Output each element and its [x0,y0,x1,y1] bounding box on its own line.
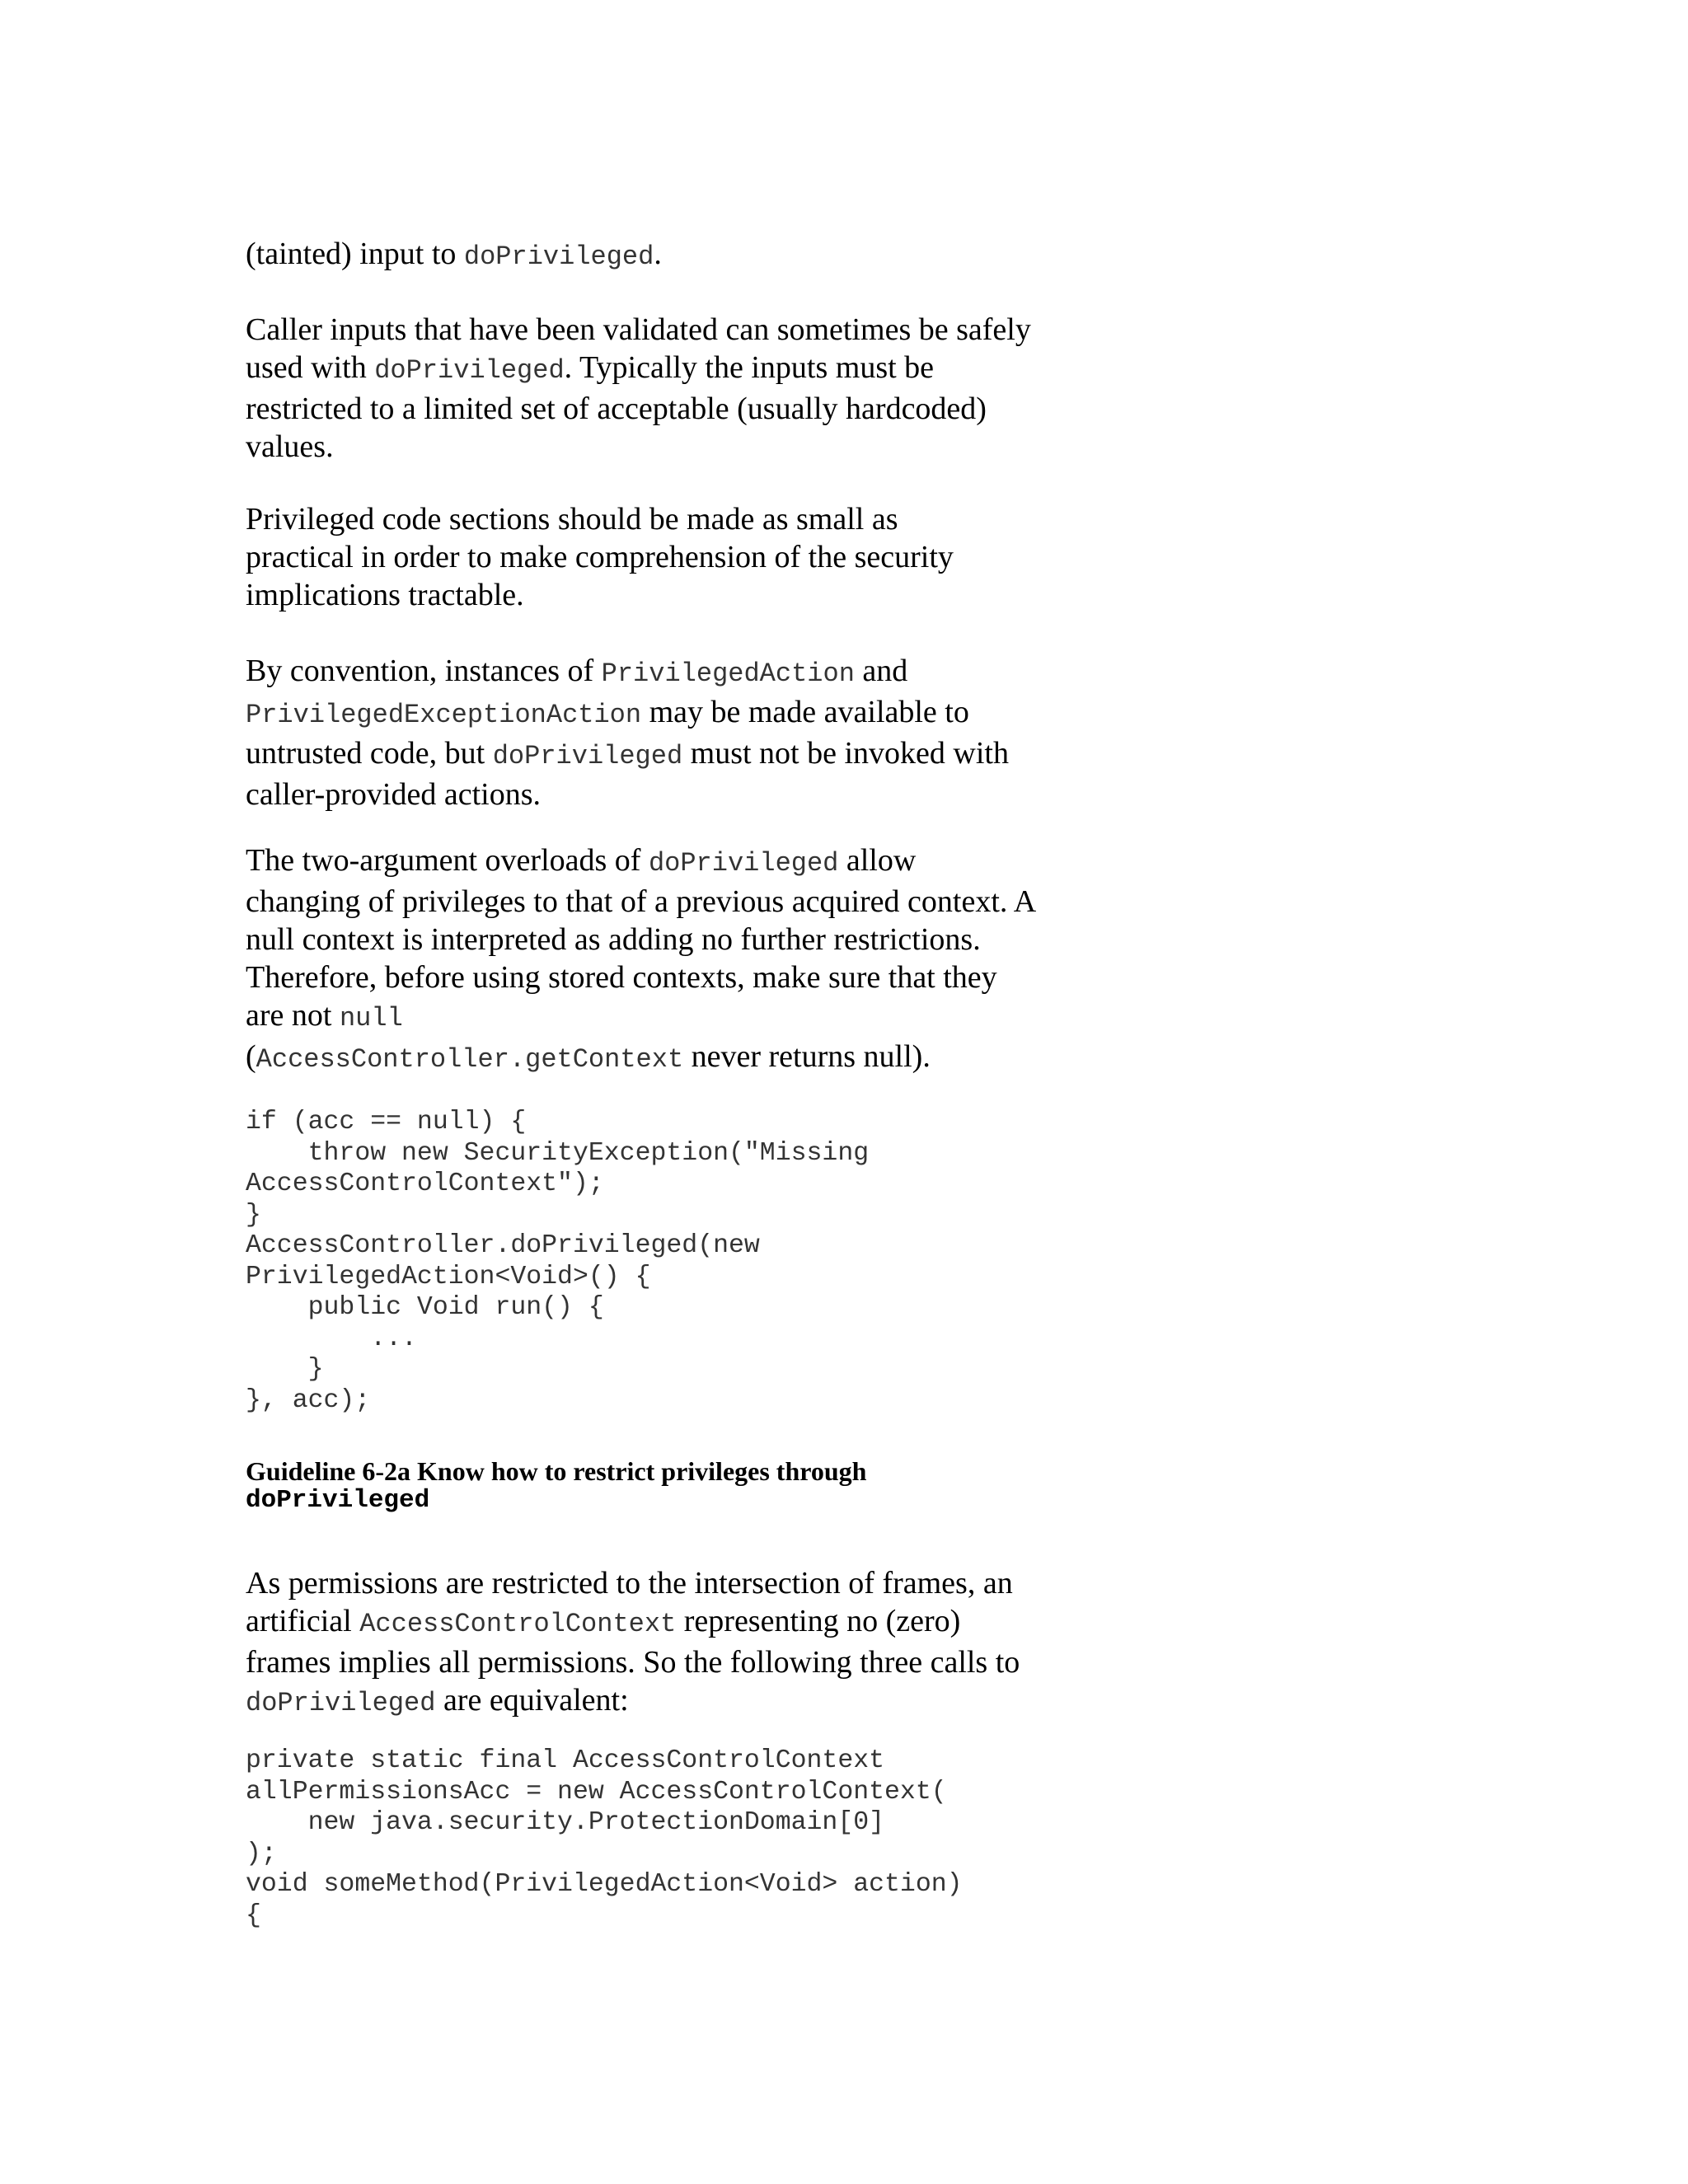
inline-code: PrivilegedExceptionAction [246,700,642,730]
text-segment: ( [246,1039,256,1074]
inline-code: doPrivileged [374,355,565,386]
paragraph-privileged-sections [246,500,1004,614]
paragraph-validated-inputs [246,311,1037,466]
inline-code: doPrivileged [463,241,654,272]
paragraph-permissions-intersection [246,1564,1037,1722]
guideline-title: Guideline 6-2a Know how to restrict privileges through [246,1456,867,1486]
code-block-null-context-check: if (acc == null) { throw new SecurityException("Missing AccessControlContext"); } AccessController.doPrivileged(new PrivilegedAction<Void>() { public Void run() { ... } }, acc); [246,1108,870,1415]
text-segment: representing no (zero) frames implies all permissions. So the following three calls to [246,1604,1020,1680]
inline-code: doPrivileged [648,848,839,879]
paragraph-tainted-input [246,235,1037,276]
text-segment: allow changing of privileges to that of a previous acquired context. A null context is interpreted as adding no further restrictions. Therefore, before using stored contexts, make sure that they are not [246,843,1035,1033]
text-segment: and [854,654,908,688]
inline-code: doPrivileged [492,741,683,771]
text-segment: The two-argument overloads of [246,843,649,878]
text-segment: (tainted) input to [246,237,464,271]
inline-code: null [339,1003,403,1033]
guideline-heading [246,1456,1037,1516]
inline-code: PrivilegedAction [601,658,855,689]
inline-code: AccessController.getContext [256,1044,684,1075]
inline-code: doPrivileged [246,1688,436,1718]
text-segment: By convention, instances of [246,654,602,688]
text-segment: Privileged code sections should be made as small as practical in order to make comprehension of the security implications tractable. [246,502,954,612]
text-segment: Caller inputs that have been validated can sometimes be safely used with [246,312,1031,385]
inline-code: AccessControlContext [359,1609,677,1639]
text-segment: must not be invoked with caller-provided actions. [246,736,1009,812]
text-segment: may be made available to untrusted code, but [246,695,969,771]
text-segment: never returns null). [683,1039,931,1074]
text-segment: As permissions are restricted to the intersection of frames, an artificial [246,1566,1013,1638]
code-block-all-permissions-acc: private static final AccessControlContext allPermissionsAcc = new AccessControlContext( new java.security.ProtectionDomain[0] ); void someMethod(PrivilegedAction<Void> action) { [246,1746,963,1930]
paragraph-two-argument-overloads [246,841,1037,1079]
guideline-code: doPrivileged [246,1486,430,1515]
text-segment: are equivalent: [435,1683,629,1718]
paragraph-convention [246,652,1037,813]
text-segment: . [654,237,662,271]
text-segment: . Typically the inputs must be restricted to a limited set of acceptable (usually hardcoded) values. [246,350,987,464]
